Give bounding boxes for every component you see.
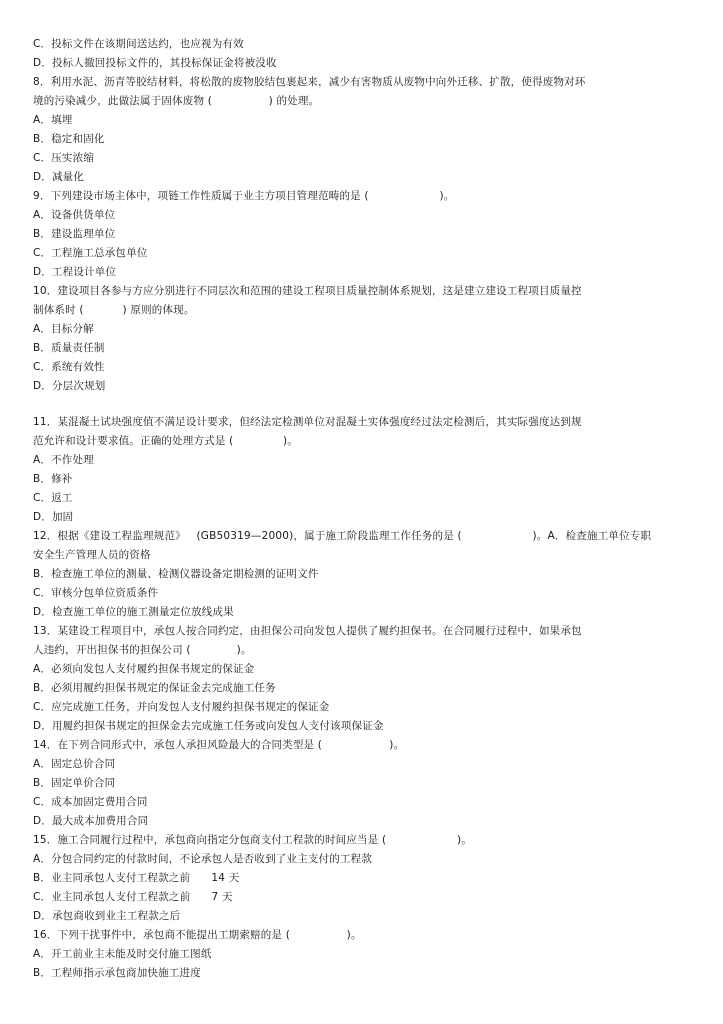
question-16-stem: 16．下列干扰事件中，承包商不能提出工期索赔的是 ( )。	[33, 929, 362, 941]
question-10-option-b: B．质量责任制	[33, 342, 105, 354]
question-12-option-a-cont: 安全生产管理人员的资格	[33, 549, 151, 561]
option-line-d: D．投标人撤回投标文件的，其投标保证金将被没收	[33, 57, 277, 69]
question-14-stem: 14．在下列合同形式中，承包人承担风险最大的合同类型是 ( )。	[33, 739, 405, 751]
question-13-option-d: D．用履约担保书规定的担保金去完成施工任务或向发包人支付该项保证金	[33, 720, 384, 732]
question-11-option-c: C．返工	[33, 492, 73, 504]
question-15-option-a: A．分包合同约定的付款时间，不论承包人是否收到了业主支付的工程款	[33, 853, 373, 865]
question-10-option-c: C．系统有效性	[33, 361, 105, 373]
question-11-option-a: A．不作处理	[33, 454, 94, 466]
question-13-stem-cont: 人违约，开出担保书的担保公司 ( )。	[33, 644, 252, 656]
question-16-option-a: A．开工前业主未能及时交付施工图纸	[33, 948, 212, 960]
question-10-stem: 10．建设项目各参与方应分别进行不同层次和范围的建设工程项目质量控制体系规划，这是建立建设工程项目质量控	[33, 285, 582, 297]
question-15-option-c: C．业主同承包人支付工程款之前 7 天	[33, 891, 233, 903]
question-14-option-a: A．固定总价合同	[33, 758, 116, 770]
question-13-option-a: A．必须向发包人支付履约担保书规定的保证金	[33, 663, 255, 675]
question-10-option-d: D．分层次规划	[33, 380, 106, 392]
question-11-stem-cont: 范允许和设计要求值。正确的处理方式是 ( )。	[33, 435, 298, 447]
question-8-stem-cont: 境的污染减少，此做法属于固体废物 ( ) 的处理。	[33, 95, 320, 107]
question-13-stem: 13．某建设工程项目中，承包人按合同约定，由担保公司向发包人提供了履约担保书。在合同履行过程中，如果承包	[33, 625, 582, 637]
question-8-option-b: B．稳定和固化	[33, 133, 105, 145]
question-14-option-c: C．成本加固定费用合同	[33, 796, 148, 808]
question-9-option-a: A．设备供货单位	[33, 209, 116, 221]
question-14-option-b: B．固定单价合同	[33, 777, 116, 789]
question-9-stem: 9．下列建设市场主体中，项链工作性质属于业主方项目管理范畴的是 ( )。	[33, 190, 455, 202]
question-14-option-d: D．最大成本加费用合同	[33, 815, 149, 827]
question-13-option-c: C．应完成施工任务，并向发包人支付履约担保书规定的保证金	[33, 701, 330, 713]
question-8-option-c: C．压实浓缩	[33, 152, 95, 164]
question-15-option-d: D．承包商收到业主工程款之后	[33, 910, 181, 922]
question-11-option-b: B．修补	[33, 473, 73, 485]
question-11-option-d: D．加固	[33, 511, 74, 523]
question-16-option-b: B．工程师指示承包商加快施工进度	[33, 967, 201, 979]
question-12-option-d: D．检查施工单位的施工测量定位放线成果	[33, 606, 234, 618]
question-8-stem: 8．利用水泥、沥青等胶结材料，将松散的废物胶结包裹起来，减少有害物质从废物中向外迁移、扩散，使得废物对环	[33, 76, 586, 88]
question-12-option-c: C．审核分包单位资质条件	[33, 587, 159, 599]
question-10-option-a: A．目标分解	[33, 323, 94, 335]
question-12-stem: 12．根据《建设工程监理规范》 (GB50319—2000)，属于施工阶段监理工作任务的是 ( )。A．检查施工单位专职	[33, 530, 652, 542]
question-12-option-b: B．检查施工单位的测量、检测仪器设备定期检测的证明文件	[33, 568, 319, 580]
question-11-stem: 11．某混凝土试块强度值不满足设计要求，但经法定检测单位对混凝土实体强度经过法定检测后，其实际强度达到规	[33, 416, 582, 428]
option-line-c: C．投标文件在该期间送达约，也应视为有效	[33, 38, 244, 50]
question-10-stem-cont: 制体系时 ( ) 原则的体现。	[33, 304, 195, 316]
question-8-option-a: A．填埋	[33, 114, 73, 126]
question-15-option-b: B．业主同承包人支付工程款之前 14 天	[33, 872, 240, 884]
question-9-option-d: D．工程设计单位	[33, 266, 117, 278]
question-15-stem: 15．施工合同履行过程中，承包商向指定分包商支付工程款的时间应当是 ( )。	[33, 834, 473, 846]
question-13-option-b: B．必须用履约担保书规定的保证金去完成施工任务	[33, 682, 276, 694]
question-9-option-b: B．建设监理单位	[33, 228, 116, 240]
question-9-option-c: C．工程施工总承包单位	[33, 247, 148, 259]
question-8-option-d: D．减量化	[33, 171, 85, 183]
